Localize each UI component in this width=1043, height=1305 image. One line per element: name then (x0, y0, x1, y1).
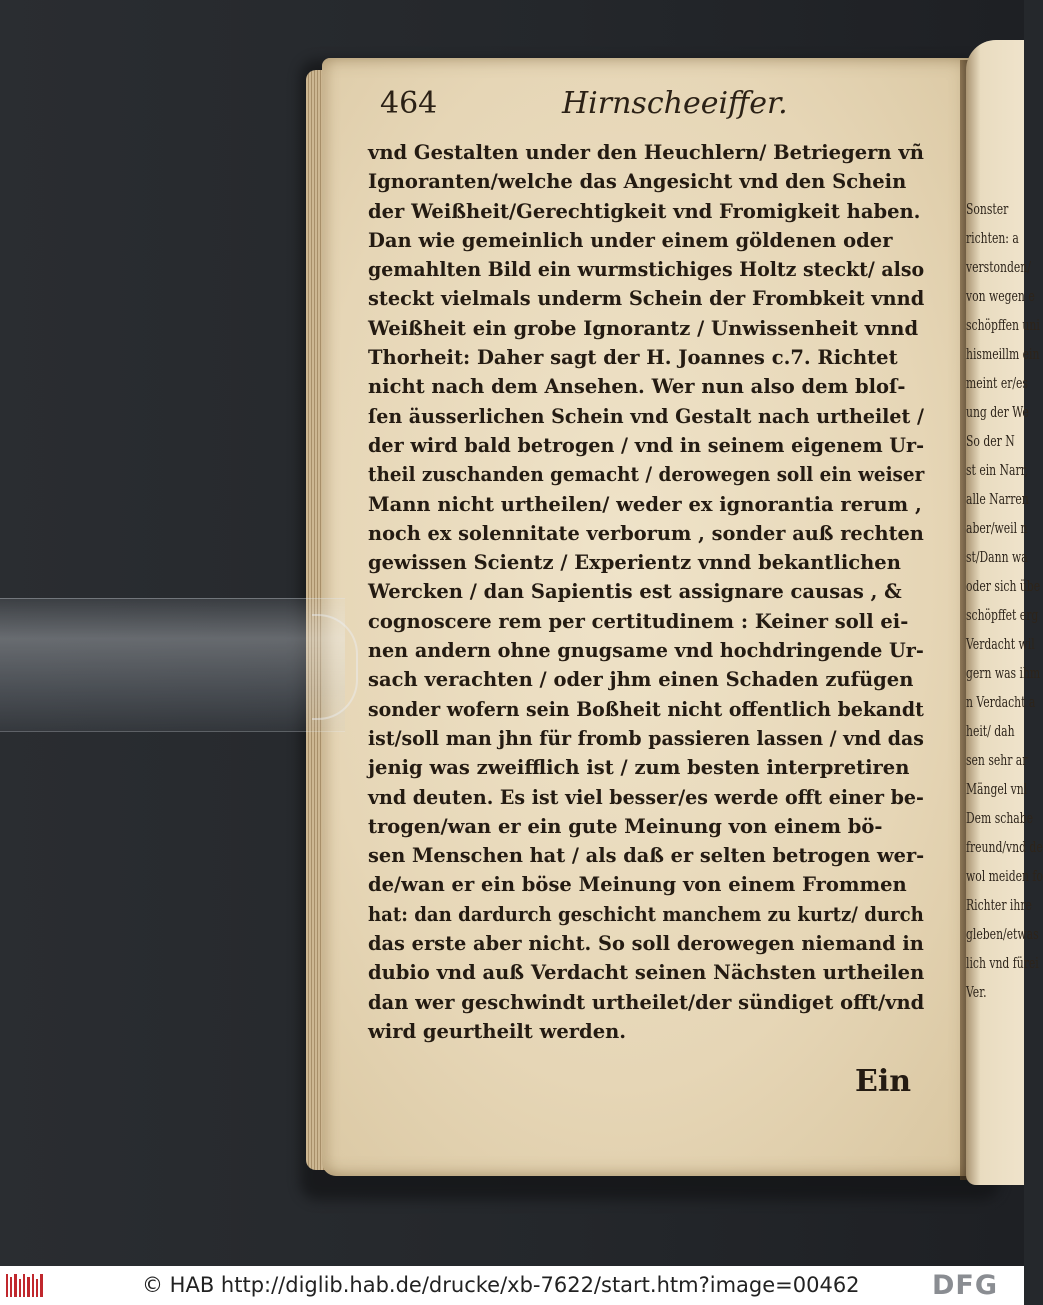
page-header (380, 86, 940, 126)
dfg-logo: DFG (932, 1270, 999, 1301)
facing-page-line: aber/weil n (966, 519, 1028, 537)
text-line: vnd deuten. Es ist viel besser/es werde offt einer be- (368, 785, 924, 809)
text-line: ist/soll man jhn für fromb passieren lassen / vnd das (368, 726, 924, 750)
text-line: steckt vielmals underm Schein der Frombkeit vnnd (368, 287, 925, 311)
text-line: das erste aber nicht. So soll derowegen niemand in (368, 932, 924, 956)
text-line: sach verachten / oder jhm einen Schaden zufügen (368, 668, 914, 692)
page-text (368, 138, 928, 1046)
text-line: nen andern ohne gnugsame vnd hochdringende Ur- (368, 639, 924, 663)
text-line: cognoscere rem per certitudinem : Keiner soll ei- (368, 609, 909, 633)
facing-page-line: schöpffen uni (966, 316, 1040, 334)
facing-page-line: oder sich übe (966, 577, 1041, 595)
facing-page-line: So der N (966, 432, 1015, 450)
text-line: vnd Gestalten under den Heuchlern/ Betriegern vñ (368, 141, 924, 164)
facing-page-line: Sonster (966, 200, 1009, 218)
footer-bar (0, 1266, 1024, 1305)
text-line: Mann nicht urtheilen/ weder ex ignorantia rerum , (368, 492, 922, 516)
facing-page-line: alle Narren (966, 490, 1029, 508)
running-head: Hirnscheeiffer. (562, 86, 788, 121)
text-line: wird geurtheilt werden. (368, 1019, 627, 1043)
facing-page-line: gleben/etwas (966, 925, 1039, 943)
source-credit[interactable]: © HAB http://diglib.hab.de/drucke/xb-7622/start.htm?image=00462 (142, 1273, 860, 1297)
text-line: sen Menschen hat / als daß er selten betrogen wer- (368, 844, 925, 868)
facing-page-line: Dem schabe (966, 809, 1034, 827)
facing-page-line: n Verdacht a (966, 693, 1036, 711)
text-line: gemahlten Bild ein wurmstichiges Holtz steckt/ also (368, 258, 925, 282)
facing-page-line: Richter ihre (966, 896, 1032, 914)
text-line: theil zuschanden gemacht / derowegen soll ein weiser (368, 463, 925, 487)
facing-page-line: gern was ihm (966, 664, 1041, 682)
facing-page-line: Mängel vnl (966, 780, 1028, 798)
text-line: sonder wofern sein Boßheit nicht offentlich bekandt (368, 697, 924, 721)
text-line: Ignoranten/welche das Angesicht vnd den Schein (368, 170, 907, 194)
facing-page-line: schöpffet erg (966, 606, 1039, 624)
text-line: Dan wie gemeinlich under einem göldenen oder (368, 228, 893, 252)
facing-page-line: richten: a (966, 229, 1019, 247)
text-line: dubio vnd auß Verdacht seinen Nächsten urtheilen (368, 961, 925, 985)
text-line: der Weißheit/Gerechtigkeit vnd Fromigkeit haben. (368, 199, 921, 223)
text-line: Thorheit: Daher sagt der H. Joannes c.7. Richtet (368, 346, 898, 370)
facing-page-line: sen sehr ar (966, 751, 1028, 769)
text-line: trogen/wan er ein gute Meinung von einem bö- (368, 814, 883, 838)
facing-page-line: lich vnd fürei (966, 954, 1039, 972)
text-line: dan wer geschwindt urtheilet/der sündiget offt/vnd (368, 990, 925, 1014)
facing-page-fragment (966, 40, 1043, 1185)
facing-page-line: heit/ dah (966, 722, 1015, 740)
text-line: Weißheit ein grobe Ignorantz / Unwissenheit vnnd (368, 316, 919, 340)
facing-page-line: st ein Narr, (966, 461, 1029, 479)
text-line: jenig was zweifflich ist / zum besten interpretiren (368, 756, 910, 780)
text-line: ſen äusserlichen Schein vnd Gestalt nach urtheilet / (368, 404, 924, 428)
facing-page-line: freund/vnd de (966, 838, 1043, 856)
facing-page-line: wol meiden fo (966, 867, 1043, 885)
facing-page-line: verstonden/ (966, 258, 1031, 276)
text-line: nicht nach dem Ansehen. Wer nun also dem bloſ- (368, 375, 906, 399)
hab-logo-icon (6, 1274, 46, 1297)
plastic-strap (0, 598, 345, 732)
facing-page-line: hismeillm ein (966, 345, 1040, 363)
text-line: Wercken / dan Sapientis est assignare causas , & (368, 580, 902, 604)
text-line: noch ex solennitate verborum , sonder auß rechten (368, 521, 924, 545)
facing-page-line: ung der We (966, 403, 1029, 421)
facing-page-line: von wegen e (966, 287, 1035, 305)
facing-page-line: st/Dann wa (966, 548, 1028, 566)
text-line: der wird bald betrogen / vnd in seinem eigenem Ur- (368, 433, 925, 457)
text-line: gewissen Scientz / Experientz vnnd bekantlichen (368, 551, 901, 575)
text-line: de/wan er ein böse Meinung von einem Frommen (368, 873, 907, 897)
facing-page-line: meint er/es (966, 374, 1028, 392)
facing-page-line: Ver. (966, 983, 987, 1001)
page-number: 464 (380, 86, 438, 121)
facing-page-line: Verdacht wil (966, 635, 1035, 653)
catchword: Ein (855, 1064, 912, 1099)
text-line: hat: dan dardurch geschicht manchem zu kurtz/ durch (368, 902, 924, 926)
